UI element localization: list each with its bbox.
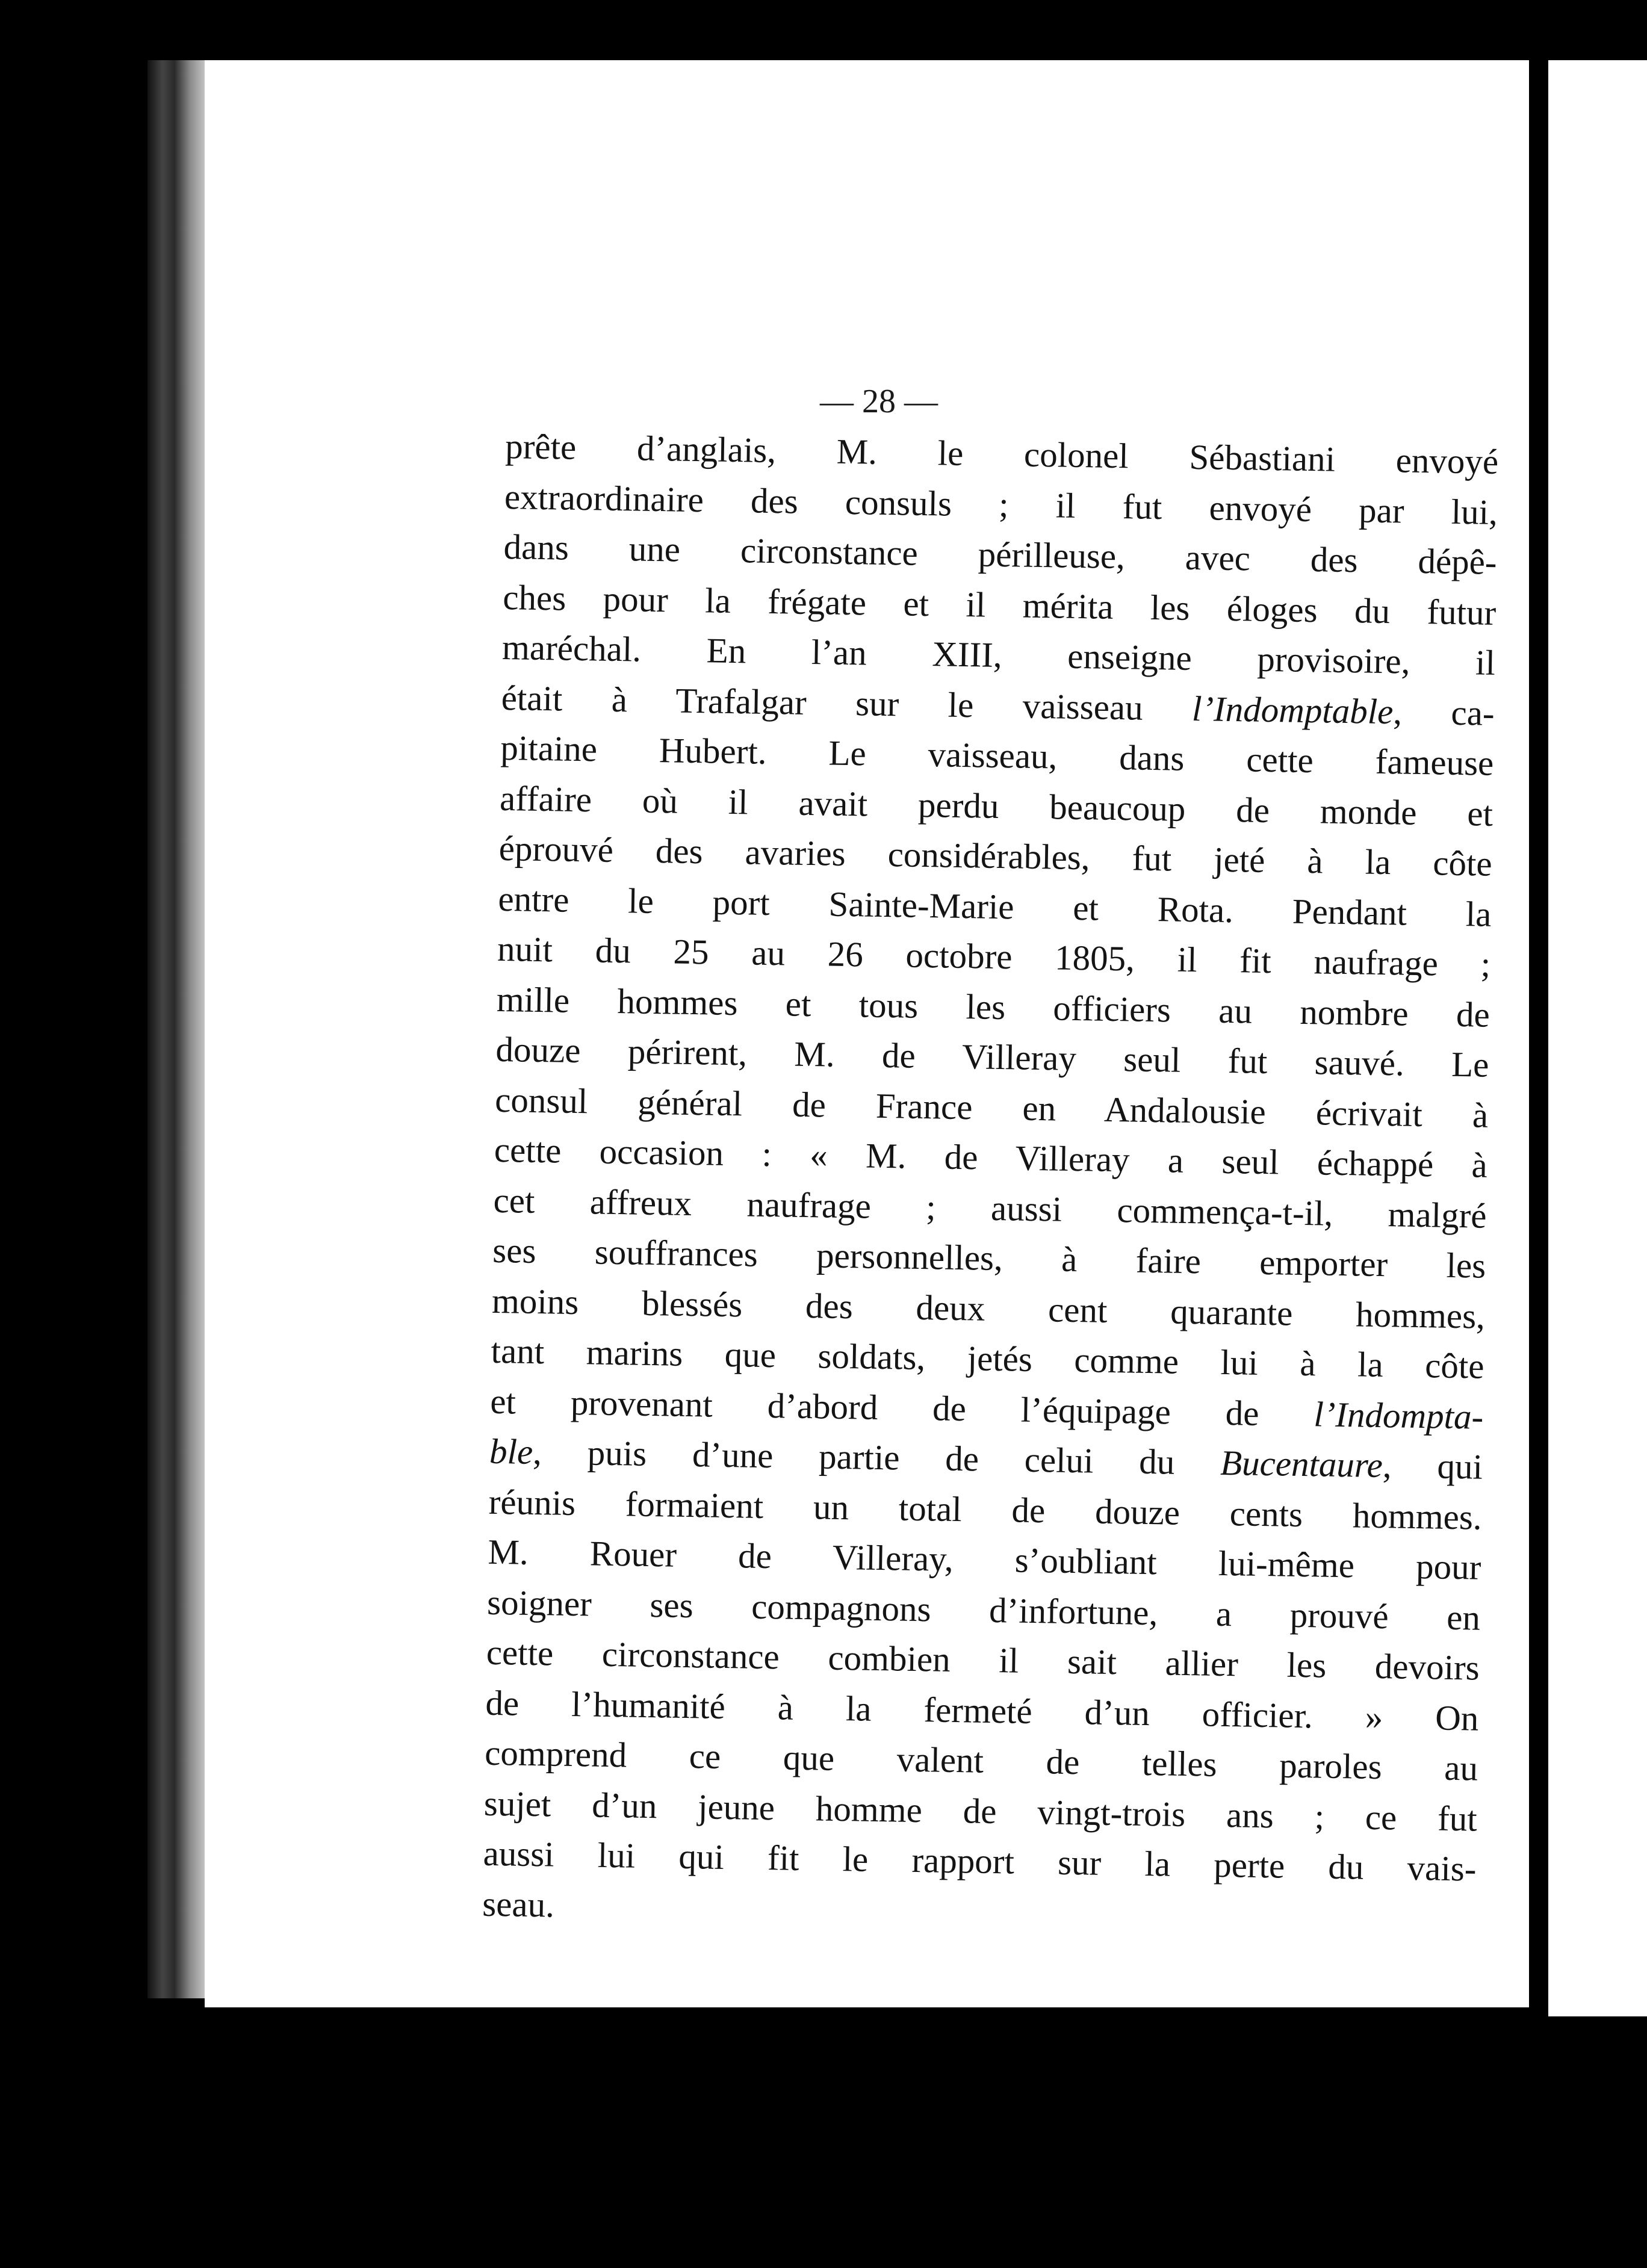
text-line: affaire où il avait perdu beaucoup de monde et xyxy=(499,778,1493,834)
text-line: éprouvé des avaries considérables, fut jeté à la côte xyxy=(498,828,1493,884)
text-line: ches pour la frégate et il mérita les éloges du futur xyxy=(502,577,1497,633)
text-line: extraordinaire des consuls ; il fut envoyé par lui, xyxy=(504,476,1498,532)
text-line: comprend ce que valent de telles paroles au xyxy=(484,1732,1478,1788)
text-line: douze périrent, M. de Villeray seul fut sauvé. Le xyxy=(495,1029,1489,1085)
text-line: cette circonstance combien il sait allier les devoirs xyxy=(486,1632,1480,1688)
italic-title: l’Indomptable xyxy=(1191,688,1394,731)
text-line: dans une circonstance périlleuse, avec des dépê- xyxy=(503,526,1498,582)
text-line: maréchal. En l’an XIII, enseigne provisoire, il xyxy=(501,627,1496,683)
body-text xyxy=(482,421,1499,1945)
italic-title: Bucentaure xyxy=(1220,1442,1383,1486)
text-line: prête d’anglais, M. le colonel Sébastiani envoyé xyxy=(504,426,1499,482)
text-line: de l’humanité à la fermeté d’un officier. » On xyxy=(485,1682,1479,1738)
text-line: cet affreux naufrage ; aussi commença-t-il, malgré xyxy=(493,1180,1487,1236)
text-line: moins blessés des deux cent quarante hommes, xyxy=(491,1280,1486,1336)
text-line: seau. xyxy=(482,1883,555,1925)
text-line: entre le port Sainte-Marie et Rota. Pendant la xyxy=(498,878,1492,934)
facing-page-edge xyxy=(1548,60,1647,2016)
text-line: ble, puis d’une partie de celui du Bucentaure, qui xyxy=(489,1431,1483,1487)
text-line: M. Rouer de Villeray, s’oubliant lui-même pour xyxy=(487,1531,1481,1587)
page-number: — 28 — xyxy=(820,383,938,420)
text-line: sujet d’un jeune homme de vingt-trois ans ; ce fut xyxy=(483,1783,1478,1839)
text-line: aussi lui qui fit le rapport sur la perte du vais- xyxy=(483,1833,1477,1889)
text-line: et provenant d’abord de l’équipage de l’Indompta- xyxy=(489,1381,1484,1437)
text-line: réunis formaient un total de douze cents hommes. xyxy=(488,1481,1483,1537)
text-line: mille hommes et tous les officiers au nombre de xyxy=(496,979,1490,1035)
text-line: cette occasion : « M. de Villeray a seul échappé à xyxy=(494,1129,1488,1185)
text-line: était à Trafalgar sur le vaisseau l’Indomptable, ca- xyxy=(501,677,1495,733)
text-line: ses souffrances personnelles, à faire emporter les xyxy=(492,1230,1486,1286)
italic-title: ble xyxy=(489,1431,533,1472)
text-line: soigner ses compagnons d’infortune, a prouvé en xyxy=(486,1582,1481,1638)
text-line: tant marins que soldats, jetés comme lui à la côte xyxy=(491,1330,1485,1386)
page-binding-edge xyxy=(147,60,208,1998)
text-line: pitaine Hubert. Le vaisseau, dans cette fameuse xyxy=(500,727,1494,783)
text-line: consul général de France en Andalousie écrivait à xyxy=(494,1079,1489,1135)
italic-title: l’Indompta- xyxy=(1313,1393,1484,1437)
book-page xyxy=(205,60,1529,2007)
text-line: nuit du 25 au 26 octobre 1805, il fit naufrage ; xyxy=(497,928,1491,984)
